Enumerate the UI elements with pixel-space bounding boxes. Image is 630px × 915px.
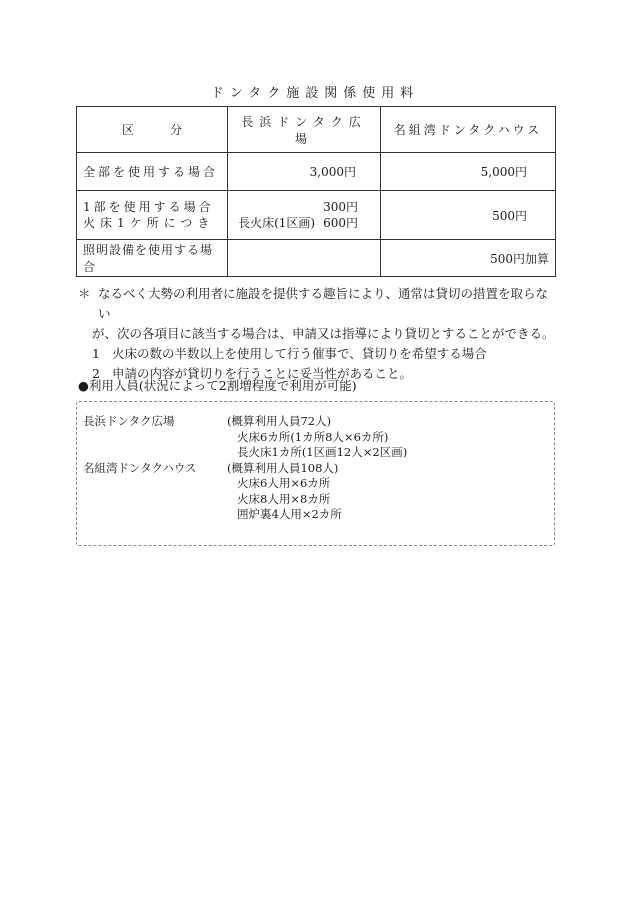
note-item bbox=[78, 344, 558, 364]
fee-nagahama-long-hearth bbox=[234, 215, 358, 231]
long-hearth-value: 600円 bbox=[323, 216, 358, 230]
place-summary: (概算利用人員72人) bbox=[227, 414, 332, 428]
note-item-text: 火床の数の半数以上を使用して行う催事で、貸切りを希望する場合 bbox=[111, 346, 487, 361]
header-nagahama: 長浜ドンタク広場 bbox=[228, 107, 381, 153]
place-name: 名組湾ドンタクハウス bbox=[83, 460, 197, 475]
note-main bbox=[78, 284, 558, 324]
fee-nagahama-hearth: 300円 bbox=[323, 200, 358, 214]
notes bbox=[78, 284, 558, 384]
capacity-box bbox=[76, 401, 555, 546]
place-detail: 火床8人用×8カ所 bbox=[237, 491, 331, 506]
row-label-partial-line1: 1部を使用する場合 bbox=[83, 200, 214, 214]
place-summary: (概算利用人員108人) bbox=[227, 460, 339, 475]
note-item-text: 申請の内容が貸切りを行うことに妥当性があること。 bbox=[111, 366, 412, 381]
table-row bbox=[77, 153, 556, 191]
place-row bbox=[77, 414, 554, 430]
note-item-number: 1 bbox=[92, 346, 100, 361]
note-line1: なるべく大勢の利用者に施設を提供する趣旨により、通常は貸切の措置を取らない bbox=[98, 286, 549, 321]
asterisk-mark: ＊ bbox=[78, 286, 91, 301]
long-hearth-label: 長火床(1区画) bbox=[238, 216, 316, 230]
fee-nagumi-full: 5,000円 bbox=[381, 153, 556, 191]
fee-nagahama-full: 3,000円 bbox=[228, 153, 381, 191]
fee-nagumi-lighting: 500円加算 bbox=[381, 240, 556, 277]
place-detail: 火床6人用×6カ所 bbox=[237, 476, 331, 490]
note-line2: が、次の各項目に該当する場合は、申請又は指導により貸切とすることができる。 bbox=[92, 326, 555, 341]
row-label-full: 全部を使用する場合 bbox=[77, 153, 228, 191]
row-label-partial-line2: 火床1ケ所につき bbox=[83, 216, 215, 230]
header-category: 区 分 bbox=[77, 107, 228, 153]
place-detail: 火床6カ所(1カ所8人×6カ所) bbox=[237, 429, 389, 444]
header-nagumi: 名組湾ドンタクハウス bbox=[381, 107, 556, 153]
note-item-number: 2 bbox=[92, 366, 100, 381]
fee-nagumi-partial: 500円 bbox=[381, 191, 556, 240]
place-detail: 囲炉裏4人用×2カ所 bbox=[237, 507, 342, 521]
row-label-lighting: 照明設備を使用する場合 bbox=[77, 240, 228, 277]
fee-table bbox=[76, 106, 556, 277]
row-label-partial bbox=[77, 191, 228, 240]
fee-nagahama-partial bbox=[228, 191, 381, 240]
place-row bbox=[77, 461, 554, 477]
place-detail: 長火床1カ所(1区画12人×2区画) bbox=[237, 445, 408, 459]
table-header-row bbox=[77, 107, 556, 153]
fee-nagahama-lighting bbox=[228, 240, 381, 277]
table-row bbox=[77, 240, 556, 277]
table-row bbox=[77, 191, 556, 240]
place-name: 長浜ドンタク広場 bbox=[83, 414, 175, 428]
page-title: ドンタク施設関係使用料 bbox=[210, 86, 420, 101]
capacity-heading: ●利用人員(状況によって2割増程度で利用が可能) bbox=[78, 378, 357, 393]
